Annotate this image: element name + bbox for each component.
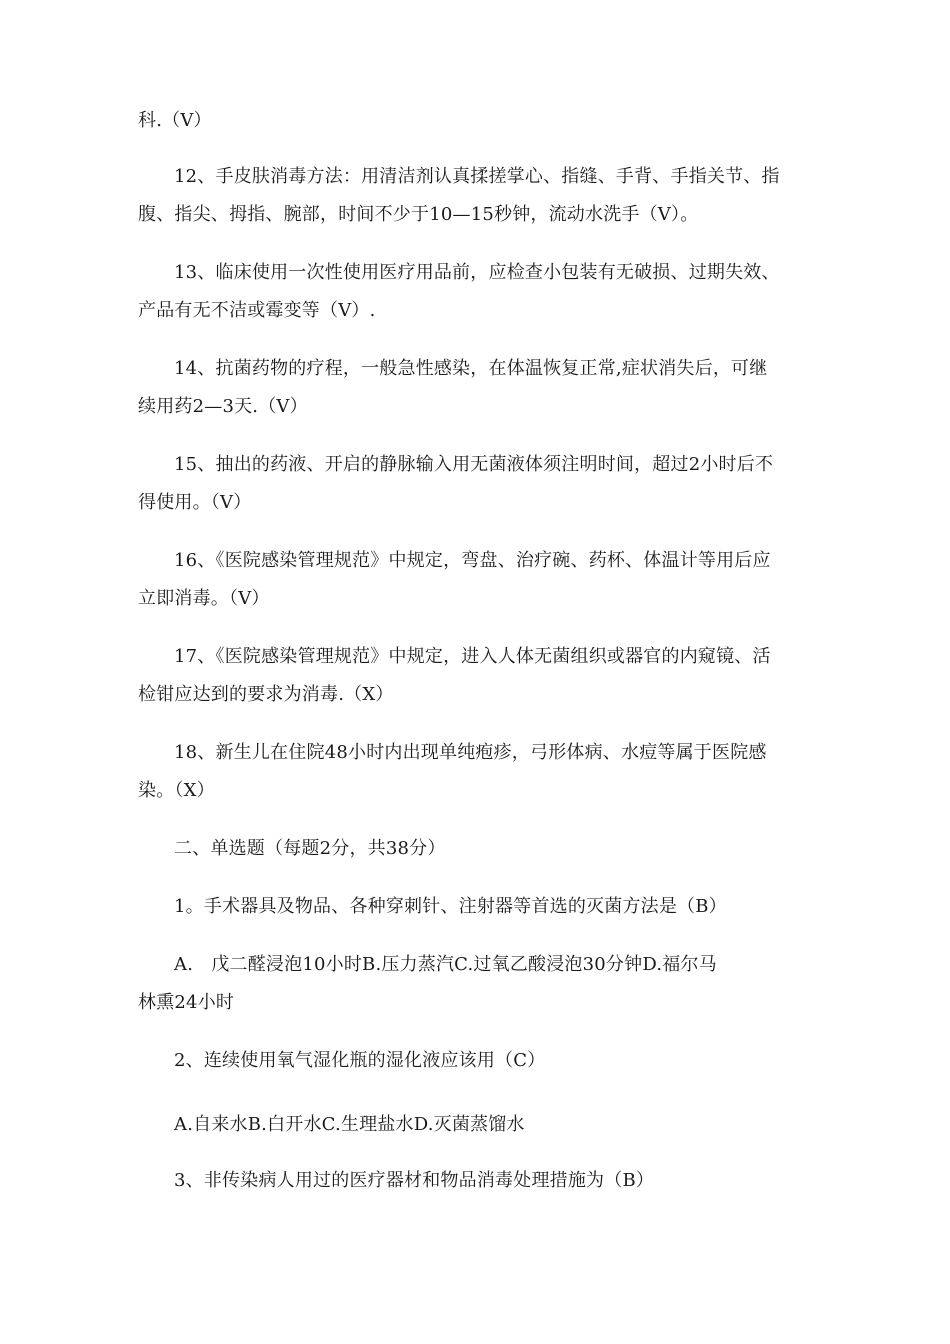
- text-line: 17、《医院感染管理规范》中规定，进入人体无菌组织或器官的内窥镜、活: [174, 646, 771, 667]
- answer-options: 林熏24小时: [138, 992, 235, 1013]
- question-text: 3、非传染病人用过的医疗器材和物品消毒处理措施为（B）: [174, 1170, 655, 1191]
- text-line: 得使用。（V）: [138, 492, 252, 513]
- text-line: 14、抗菌药物的疗程，一般急性感染，在体温恢复正常,症状消失后，可继: [174, 358, 768, 379]
- text-line: 腹、指尖、拇指、腕部，时间不少于10—15秒钟，流动水洗手（V）。: [138, 204, 699, 225]
- text-line: 科.（V）: [138, 110, 212, 131]
- text-line: 立即消毒。（V）: [138, 588, 270, 609]
- text-line: 染。（X）: [138, 780, 215, 801]
- text-line: 13、临床使用一次性使用医疗用品前，应检查小包装有无破损、过期失效、: [174, 262, 780, 283]
- text-line: 产品有无不洁或霉变等（V）.: [138, 300, 376, 321]
- text-line: 续用药2—3天.（V）: [138, 396, 308, 417]
- text-line: 16、《医院感染管理规范》中规定，弯盘、治疗碗、药杯、体温计等用后应: [174, 550, 771, 571]
- answer-options: A. 戊二醛浸泡10小时B.压力蒸汽C.过氧乙酸浸泡30分钟D.福尔马: [174, 954, 717, 975]
- text-line: 12、手皮肤消毒方法：用清洁剂认真揉搓掌心、指缝、手背、手指关节、指: [174, 166, 780, 187]
- question-text: 1。手术器具及物品、各种穿刺针、注射器等首选的灭菌方法是（B）: [174, 896, 727, 917]
- answer-options: A.自来水B.白开水C.生理盐水D.灭菌蒸馏水: [174, 1114, 525, 1135]
- section-heading: 二、单选题（每题2分，共38分）: [174, 838, 446, 859]
- text-line: 检钳应达到的要求为消毒.（X）: [138, 684, 394, 705]
- text-line: 18、新生儿在住院48小时内出现单纯疱疹，弓形体病、水痘等属于医院感: [174, 742, 767, 763]
- text-line: 15、抽出的药液、开启的静脉输入用无菌液体须注明时间，超过2小时后不: [174, 454, 774, 475]
- question-text: 2、连续使用氧气湿化瓶的湿化液应该用（C）: [174, 1050, 546, 1071]
